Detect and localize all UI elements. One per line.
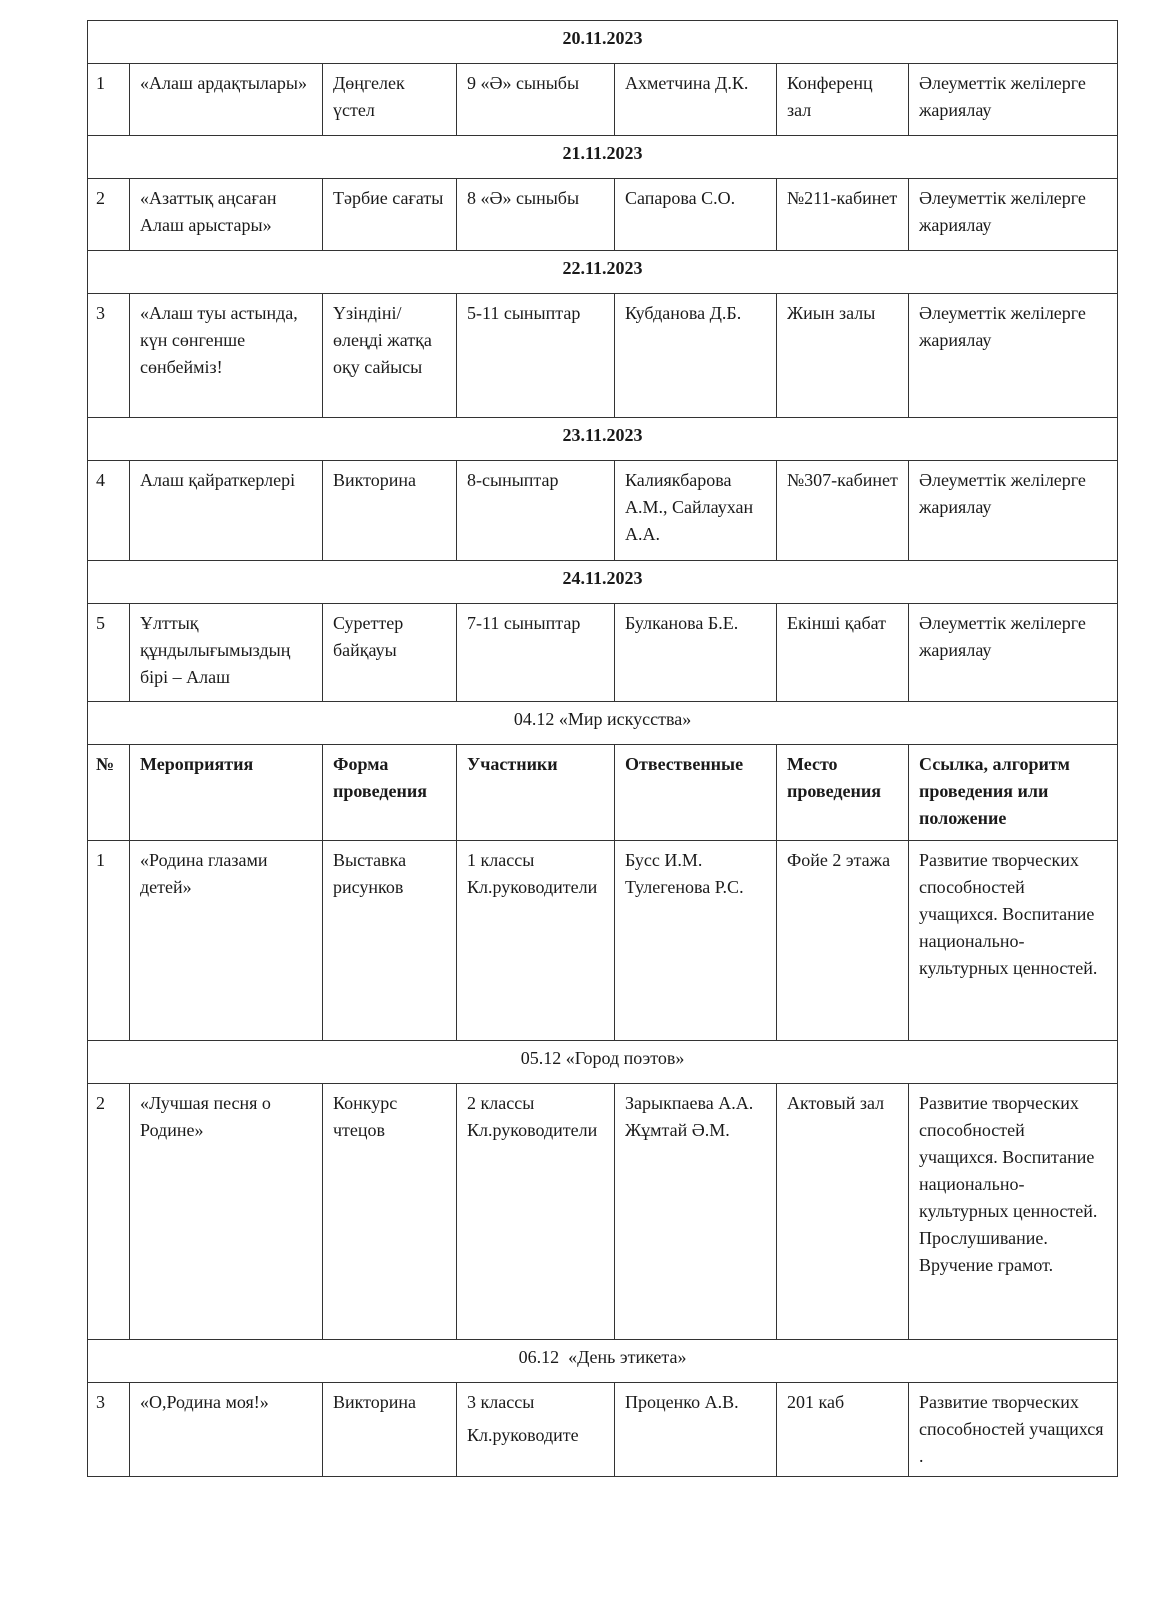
responsible-person: Жұмтай Ә.М.: [625, 1120, 730, 1140]
date-cell: 24.11.2023: [88, 561, 1118, 604]
header-participants: Участники: [457, 745, 615, 841]
row-number: 2: [88, 179, 130, 251]
table-row: [88, 1383, 1118, 1477]
participants-cell: [457, 841, 615, 1041]
link-cell: Развитие творческих способностей учащихся. Воспитание национально-культурных ценностей.: [909, 841, 1118, 1041]
participants-cell: [457, 1383, 615, 1477]
section-title: 06.12 «День этикета»: [88, 1340, 1118, 1383]
responsible-cell: [615, 1084, 777, 1340]
form-cell: Үзіндіні/ өлеңді жатқа оқу сайысы: [323, 294, 457, 418]
row-number: 1: [88, 64, 130, 136]
date-row: [88, 251, 1118, 294]
place-cell: №211-кабинет: [777, 179, 909, 251]
section-title-row: [88, 1041, 1118, 1084]
link-cell: Әлеуметтік желілерге жариялау: [909, 179, 1118, 251]
header-link: Ссылка, алгоритм проведения или положение: [909, 745, 1118, 841]
participants-teachers: Кл.руководите: [467, 1425, 579, 1445]
responsible-cell: Булканова Б.Е.: [615, 604, 777, 702]
form-cell: Выставка рисунков: [323, 841, 457, 1041]
responsible-cell: Калиякбарова А.М., Сайлаухан А.А.: [615, 461, 777, 561]
place-cell: 201 каб: [777, 1383, 909, 1477]
place-cell: Екінші қабат: [777, 604, 909, 702]
responsible-person: Бусс И.М.: [625, 850, 703, 870]
form-cell: Конкурс чтецов: [323, 1084, 457, 1340]
date-cell: 20.11.2023: [88, 21, 1118, 64]
participants-cell: 9 «Ә» сыныбы: [457, 64, 615, 136]
row-number: 1: [88, 841, 130, 1041]
participants-classes: 2 классы: [467, 1093, 535, 1113]
place-cell: Жиын залы: [777, 294, 909, 418]
section-title-row: [88, 702, 1118, 745]
link-cell: Развитие творческих способностей учащихся .: [909, 1383, 1118, 1477]
responsible-cell: Ахметчина Д.К.: [615, 64, 777, 136]
table-row: [88, 461, 1118, 561]
participants-classes: 3 классы: [467, 1392, 535, 1412]
participants-cell: [457, 1084, 615, 1340]
date-cell: 22.11.2023: [88, 251, 1118, 294]
date-row: [88, 136, 1118, 179]
participants-cell: 8 «Ә» сыныбы: [457, 179, 615, 251]
participants-cell: 8-сыныптар: [457, 461, 615, 561]
table-row: [88, 841, 1118, 1041]
link-cell: Әлеуметтік желілерге жариялау: [909, 294, 1118, 418]
event-cell: «Лучшая песня о Родине»: [130, 1084, 323, 1340]
date-cell: 21.11.2023: [88, 136, 1118, 179]
link-cell: Әлеуметтік желілерге жариялау: [909, 64, 1118, 136]
link-cell: Развитие творческих способностей учащихся. Воспитание национально-культурных ценностей. Прослушивание. Вручение грамот.: [909, 1084, 1118, 1340]
responsible-cell: Кубданова Д.Б.: [615, 294, 777, 418]
responsible-cell: Проценко А.В.: [615, 1383, 777, 1477]
responsible-cell: [615, 841, 777, 1041]
table-row: [88, 1084, 1118, 1340]
responsible-cell: Сапарова С.О.: [615, 179, 777, 251]
table-row: [88, 64, 1118, 136]
event-cell: «Родина глазами детей»: [130, 841, 323, 1041]
link-cell: Әлеуметтік желілерге жариялау: [909, 604, 1118, 702]
event-cell: «Алаш ардақтылары»: [130, 64, 323, 136]
place-cell: Актовый зал: [777, 1084, 909, 1340]
header-place: Место проведения: [777, 745, 909, 841]
form-cell: Суреттер байқауы: [323, 604, 457, 702]
header-row: [88, 745, 1118, 841]
event-cell: «Азаттық аңсаған Алаш арыстары»: [130, 179, 323, 251]
responsible-person: Зарыкпаева А.А.: [625, 1093, 754, 1113]
date-row: [88, 561, 1118, 604]
header-event: Мероприятия: [130, 745, 323, 841]
date-row: [88, 418, 1118, 461]
participants-classes: 1 классы: [467, 850, 535, 870]
event-cell: Алаш қайраткерлері: [130, 461, 323, 561]
form-cell: Дөңгелек үстел: [323, 64, 457, 136]
date-row: [88, 21, 1118, 64]
table-row: [88, 604, 1118, 702]
form-cell: Викторина: [323, 1383, 457, 1477]
table-row: [88, 179, 1118, 251]
date-cell: 23.11.2023: [88, 418, 1118, 461]
section-title: 04.12 «Мир искусства»: [88, 702, 1118, 745]
place-cell: Фойе 2 этажа: [777, 841, 909, 1041]
participants-teachers: Кл.руководители: [467, 877, 598, 897]
form-cell: Викторина: [323, 461, 457, 561]
form-cell: Тәрбие сағаты: [323, 179, 457, 251]
table-row: [88, 294, 1118, 418]
section-title-row: [88, 1340, 1118, 1383]
header-responsible: Отвественные: [615, 745, 777, 841]
section-title: 05.12 «Город поэтов»: [88, 1041, 1118, 1084]
row-number: 4: [88, 461, 130, 561]
place-cell: №307-кабинет: [777, 461, 909, 561]
row-number: 3: [88, 294, 130, 418]
events-table: [87, 20, 1118, 1477]
link-cell: Әлеуметтік желілерге жариялау: [909, 461, 1118, 561]
event-cell: «О,Родина моя!»: [130, 1383, 323, 1477]
responsible-person: Тулегенова Р.С.: [625, 877, 744, 897]
document-page: [87, 20, 1117, 1477]
row-number: 3: [88, 1383, 130, 1477]
participants-cell: 5-11 сыныптар: [457, 294, 615, 418]
event-cell: Ұлттық құндылығымыздың бірі – Алаш: [130, 604, 323, 702]
row-number: 5: [88, 604, 130, 702]
row-number: 2: [88, 1084, 130, 1340]
participants-cell: 7-11 сыныптар: [457, 604, 615, 702]
header-form: Форма проведения: [323, 745, 457, 841]
place-cell: Конференц зал: [777, 64, 909, 136]
participants-teachers: Кл.руководители: [467, 1120, 598, 1140]
event-cell: «Алаш туы астында, күн сөнгенше сөнбейміз!: [130, 294, 323, 418]
header-num: №: [88, 745, 130, 841]
